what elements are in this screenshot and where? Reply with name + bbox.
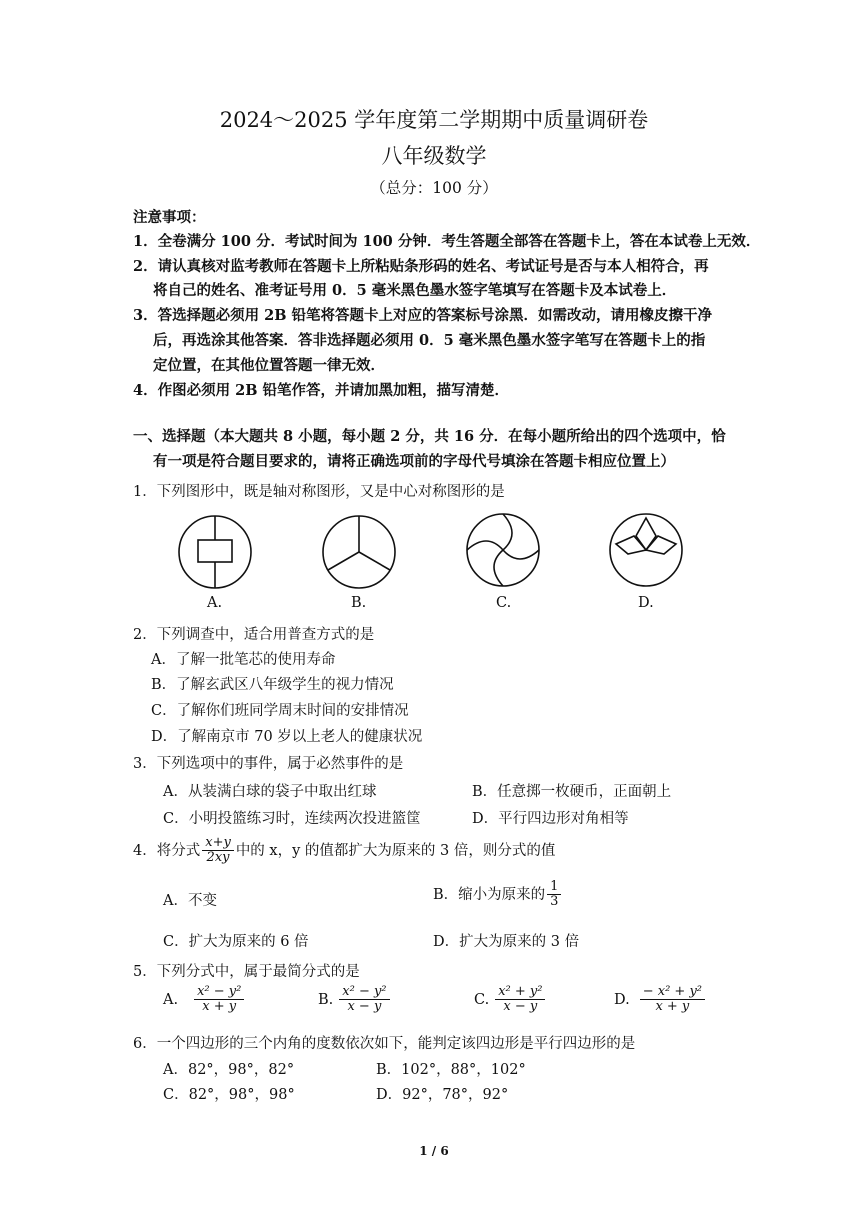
q2-stem: 2．下列调查中，适合用普查方式的是: [133, 627, 375, 643]
q5-option-c: [474, 985, 547, 1015]
q1-figure-c: [463, 510, 543, 590]
notice-item-2-cont: 将自己的姓名、准考证号用 0．5 毫米黑色墨水签字笔填写在答题卡及本试卷上．: [153, 282, 677, 299]
q5-option-a: [163, 985, 246, 1015]
q2-option-d: D．了解南京市 70 岁以上老人的健康状况: [151, 729, 423, 745]
notice-item-2: 2．请认真核对监考教师在答题卡上所粘贴条形码的姓名、考试证号是否与本人相符合，再: [133, 258, 709, 275]
notice-item-3-cont-1: 后，再选涂其他答案．答非选择题必须用 0．5 毫米黑色墨水签字笔写在答题卡上的指: [153, 332, 706, 349]
q6-stem: 6．一个四边形的三个内角的度数依次如下，能判定该四边形是平行四边形的是: [133, 1036, 636, 1052]
q4-fraction-den: 2xy: [206, 850, 230, 866]
q1-figure-b: [319, 512, 399, 592]
notice-item-3: 3．答选择题必须用 2B 铅笔将答题卡上对应的答案标号涂黑．如需改动，请用橡皮擦干净: [133, 307, 713, 324]
exam-title: 2024～2025 学年度第二学期期中质量调研卷: [219, 108, 649, 132]
q5-option-a-den: x + y: [202, 999, 237, 1015]
q4-option-d: D．扩大为原来的 3 倍: [433, 934, 580, 950]
total-score: （总分：100 分）: [370, 179, 498, 197]
q2-option-b: B．了解玄武区八年级学生的视力情况: [151, 677, 394, 693]
q5-option-d: [614, 985, 707, 1015]
q1-label-b: B.: [351, 595, 367, 611]
q4-fraction-num: x+y: [202, 836, 234, 851]
q5-option-d-den: x + y: [655, 999, 690, 1015]
q1-label-d: D.: [638, 595, 654, 611]
q4-option-b-den: 3: [550, 894, 559, 910]
q6-option-d: D．92°，78°，92°: [376, 1087, 509, 1103]
section-heading-cont: 有一项是符合题目要求的，请将正确选项前的字母代号填涂在答题卡相应位置上）: [153, 453, 675, 470]
q5-option-c-label: C.: [474, 991, 490, 1008]
q4-stem-post: 中的 x，y 的值都扩大为原来的 3 倍，则分式的值: [235, 842, 556, 859]
q5-option-a-num: x² − y²: [194, 985, 244, 1000]
q4-option-b-num: 1: [547, 880, 561, 895]
q4-stem: [133, 836, 555, 866]
q6-option-a: A．82°，98°，82°: [163, 1062, 295, 1078]
q1-label-a: A.: [207, 595, 223, 611]
q5-option-d-num: − x² + y²: [640, 985, 705, 1000]
exam-subtitle: 八年级数学: [381, 144, 487, 168]
q6-option-b: B．102°，88°，102°: [376, 1062, 526, 1078]
notice-heading: 注意事项：: [133, 209, 206, 226]
q5-option-b-num: x² − y²: [339, 985, 389, 1000]
q1-figure-a: [175, 512, 255, 592]
q4-option-b-text: B．缩小为原来的: [433, 886, 546, 903]
q4-option-a: A．不变: [163, 893, 217, 909]
q5-option-b-label: B.: [318, 991, 334, 1008]
q1-figure-d: [606, 510, 686, 590]
q3-option-b: B．任意掷一枚硬币，正面朝上: [472, 784, 672, 800]
q5-option-c-fraction: [495, 985, 545, 1015]
q5-option-a-fraction: [194, 985, 244, 1015]
notice-item-4: 4．作图必须用 2B 铅笔作答，并请加黑加粗，描写清楚．: [133, 382, 510, 399]
q5-option-c-num: x² + y²: [495, 985, 545, 1000]
q1-stem: 1．下列图形中，既是轴对称图形，又是中心对称图形的是: [133, 484, 505, 500]
q4-stem-pre: 4．将分式: [133, 842, 201, 859]
section-heading: 一、选择题（本大题共 8 小题，每小题 2 分，共 16 分．在每小题所给出的四个选项中，恰: [133, 428, 726, 445]
q5-option-b: [318, 985, 392, 1015]
q3-option-d: D．平行四边形对角相等: [472, 811, 629, 827]
q6-option-c: C．82°，98°，98°: [163, 1087, 295, 1103]
q5-option-d-fraction: [640, 985, 705, 1015]
notice-item-3-cont-2: 定位置，在其他位置答题一律无效．: [153, 357, 385, 374]
q2-option-a: A．了解一批笔芯的使用寿命: [151, 652, 336, 668]
q5-option-b-den: x − y: [347, 999, 382, 1015]
q5-stem: 5．下列分式中，属于最简分式的是: [133, 964, 360, 980]
page-number: 1 / 6: [419, 1144, 449, 1158]
q5-option-a-label: A.: [163, 991, 179, 1008]
notice-item-1: 1．全卷满分 100 分．考试时间为 100 分钟．考生答题全部答在答题卡上，答在本试卷上无效．: [133, 233, 761, 250]
q4-option-b-fraction: [547, 880, 561, 910]
q1-label-c: C.: [496, 595, 512, 611]
q5-option-c-den: x − y: [503, 999, 538, 1015]
q3-option-c: C．小明投篮练习时，连续两次投进篮筐: [163, 811, 421, 827]
q5-option-d-label: D.: [614, 991, 630, 1008]
q4-option-b: [433, 880, 563, 910]
q4-option-c: C．扩大为原来的 6 倍: [163, 934, 309, 950]
q2-option-c: C．了解你们班同学周末时间的安排情况: [151, 703, 409, 719]
q3-option-a: A．从装满白球的袋子中取出红球: [163, 784, 377, 800]
q4-fraction: [202, 836, 234, 866]
q5-option-b-fraction: [339, 985, 389, 1015]
q3-stem: 3．下列选项中的事件，属于必然事件的是: [133, 756, 404, 772]
